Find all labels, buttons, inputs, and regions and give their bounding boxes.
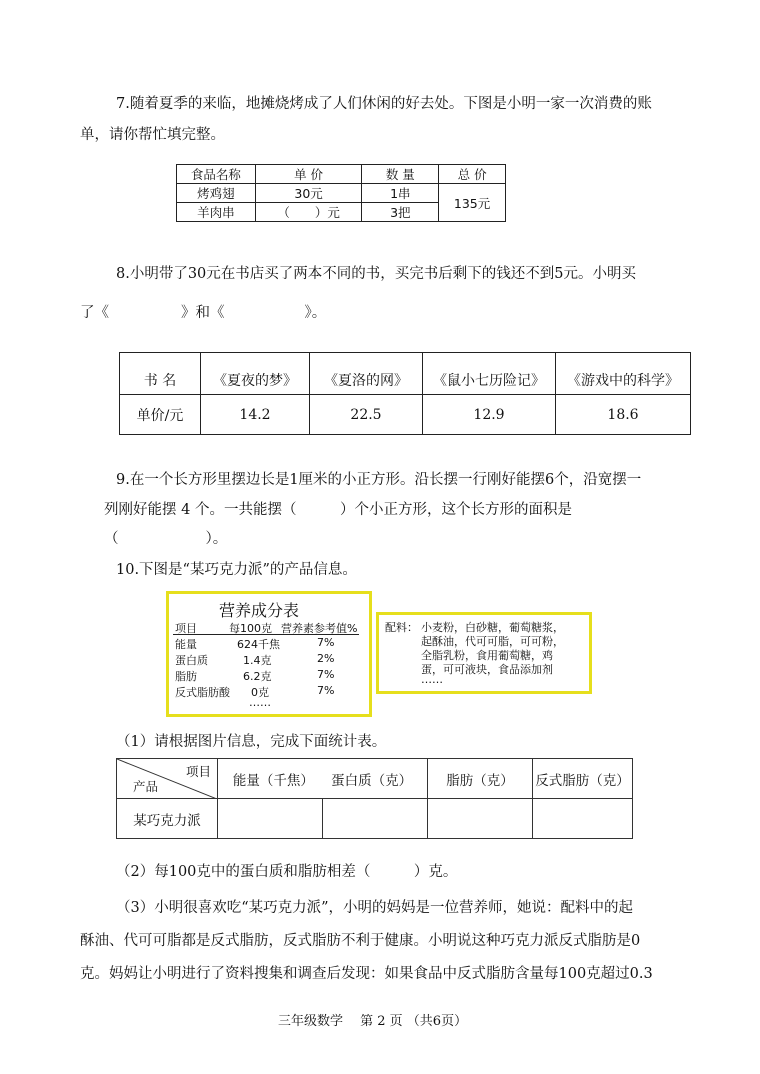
q8-text: 》。 (304, 305, 327, 321)
bill-cell: 30元 (255, 184, 362, 203)
nutrition-label (166, 591, 372, 717)
ingredients-text: …… (421, 673, 443, 686)
nutrition-more: …… (249, 696, 271, 709)
book-cell: 《鼠小七历险记》 (423, 353, 556, 395)
stats-answer-cell (323, 799, 428, 839)
bill-header: 总 价 (439, 165, 506, 184)
nutrition-header: 每100克 (229, 622, 272, 635)
stats-answer-cell (533, 799, 633, 839)
nutrition-value: 624千焦 (237, 638, 280, 651)
book-table (119, 352, 691, 435)
corner-bottom: 产品 (133, 779, 159, 794)
book-cell: 18.6 (556, 395, 691, 435)
book-cell: 《夏夜的梦》 (201, 353, 310, 395)
book-cell: 书 名 (120, 353, 201, 395)
ingredients-text: 小麦粉，白砂糖，葡萄糖浆， (421, 621, 564, 634)
nutrition-nrv: 2% (317, 652, 335, 665)
nutrition-value: 0克 (251, 686, 269, 699)
book-cell: 14.2 (201, 395, 310, 435)
bill-cell: 羊肉串 (177, 203, 256, 222)
bill-header: 食品名称 (177, 165, 256, 184)
nutrition-item: 蛋白质 (175, 654, 208, 667)
q7-line2: 单，请你帮忙填完整。 (80, 127, 225, 143)
q10-sub3-line3: 克。妈妈让小明进行了资料搜集和调查后发现：如果食品中反式脂肪含量每100克超过0.3 (80, 966, 653, 982)
q10-sub3-line1: （3）小明很喜欢吃“某巧克力派”，小明的妈妈是一位营养师，她说：配料中的起 (116, 900, 634, 916)
bill-header: 数 量 (362, 165, 439, 184)
stats-row-label: 某巧克力派 (117, 799, 218, 839)
nutrition-item: 反式脂肪酸 (175, 686, 230, 699)
stats-col-header: 反式脂肪（克） (533, 759, 633, 799)
q9-line1: 9.在一个长方形里摆边长是1厘米的小正方形。沿长摆一行刚好能摆6个，沿宽摆一 (116, 472, 642, 488)
q8-line2 (80, 301, 326, 322)
ingredients-text: 蛋，可可液块，食品添加剂 (421, 663, 553, 676)
book-cell: 22.5 (310, 395, 423, 435)
q9-line2: 列刚好能摆 4 个。一共能摆（ ）个小正方形，这个长方形的面积是 (104, 502, 572, 518)
q7-line1: 7.随着夏季的来临，地摊烧烤成了人们休闲的好去处。下图是小明一家一次消费的账 (116, 96, 652, 112)
nutrition-title: 营养成分表 (219, 601, 300, 620)
q8-text: 了《 (80, 305, 109, 321)
nutrition-header: 项目 (175, 622, 197, 635)
ingredients-label (376, 612, 592, 694)
nutrition-header: 营养素参考值% (281, 622, 358, 635)
bill-cell: 烤鸡翅 (177, 184, 256, 203)
q10-intro: 10.下图是“某巧克力派”的产品信息。 (116, 562, 357, 578)
q10-sub2: （2）每100克中的蛋白质和脂肪相差（ ）克。 (116, 864, 458, 880)
q8-text: 》和《 (181, 305, 225, 321)
nutrition-value: 6.2克 (243, 670, 272, 683)
nutrition-nrv: 7% (317, 684, 335, 697)
corner-top: 项目 (185, 764, 211, 779)
stats-answer-cell (428, 799, 533, 839)
stats-col-header: 能量（千焦） (232, 772, 314, 789)
book-cell: 12.9 (423, 395, 556, 435)
ingredients-title: 配料： (385, 621, 418, 634)
book-cell: 《游戏中的科学》 (556, 353, 691, 395)
bill-cell: 1串 (362, 184, 439, 203)
bill-cell: （ ）元 (255, 203, 362, 222)
stats-answer-cell (218, 799, 323, 839)
bill-total: 135元 (439, 184, 506, 222)
q8-line1: 8.小明带了30元在书店买了两本不同的书，买完书后剩下的钱还不到5元。小明买 (116, 266, 637, 282)
stats-col-header: 蛋白质（克） (331, 772, 413, 789)
bill-table (176, 164, 506, 222)
bill-header: 单 价 (255, 165, 362, 184)
stats-col-header: 脂肪（克） (428, 759, 533, 799)
nutrition-nrv: 7% (317, 668, 335, 681)
q9-line3: （ ）。 (104, 531, 228, 547)
nutrition-item: 能量 (175, 638, 197, 651)
stats-corner (117, 759, 218, 799)
stats-table (116, 758, 633, 839)
ingredients-text: 全脂乳粉，食用葡萄糖，鸡 (421, 649, 553, 662)
bill-cell: 3把 (362, 203, 439, 222)
nutrition-value: 1.4克 (243, 654, 272, 667)
book-cell: 《夏洛的网》 (310, 353, 423, 395)
ingredients-text: 起酥油，代可可脂，可可粉， (421, 635, 564, 648)
q10-sub1: （1）请根据图片信息，完成下面统计表。 (116, 734, 387, 750)
nutrition-nrv: 7% (317, 636, 335, 649)
q10-sub3-line2: 酥油、代可可脂都是反式脂肪，反式脂肪不利于健康。小明说这种巧克力派反式脂肪是0 (80, 933, 641, 949)
nutrition-item: 脂肪 (175, 670, 197, 683)
book-cell: 单价/元 (120, 395, 201, 435)
page-footer: 三年级数学 第 2 页 （共6页） (278, 1014, 468, 1029)
stats-header-group (218, 759, 428, 799)
